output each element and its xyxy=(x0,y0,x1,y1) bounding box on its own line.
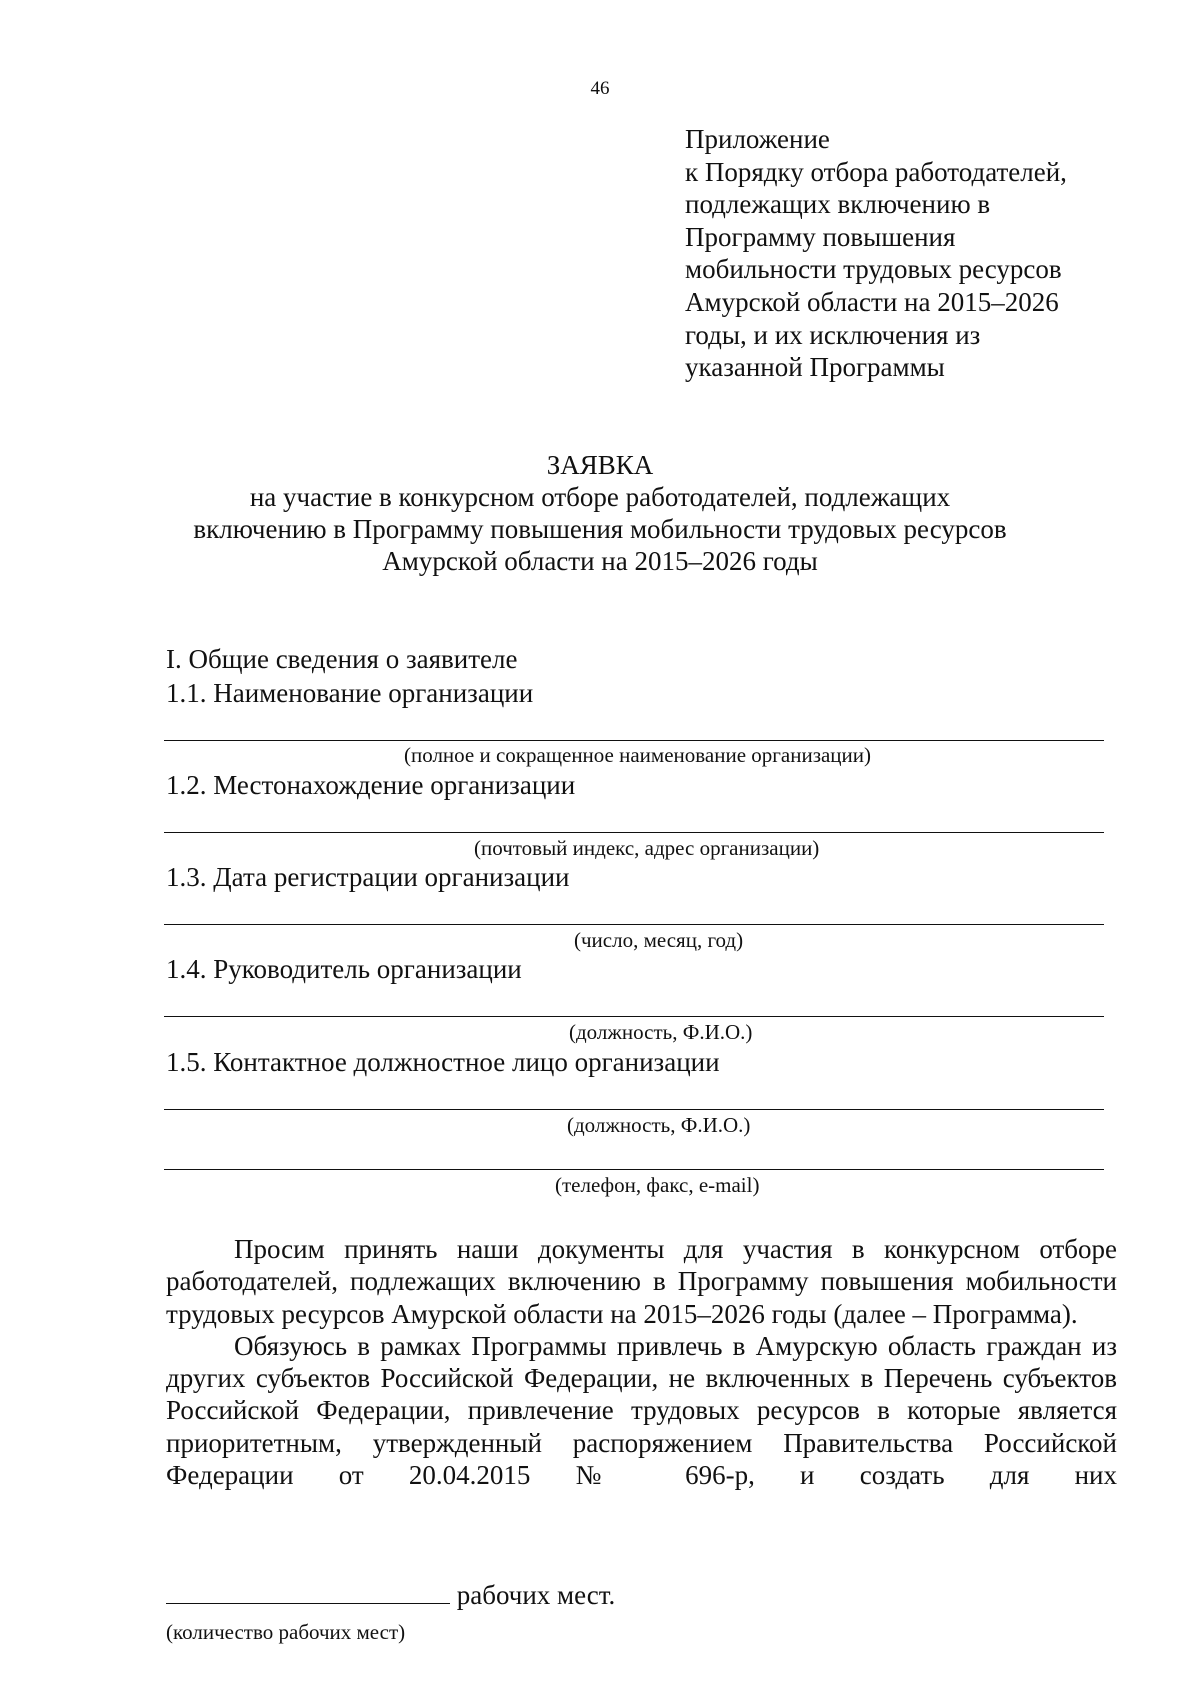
page-number: 46 xyxy=(590,78,610,99)
hint-organization-name: (полное и сокращенное наименование организации) xyxy=(404,743,872,767)
fill-line-registration-date[interactable] xyxy=(164,924,1104,925)
appendix-line: указанной Программы xyxy=(685,352,945,383)
document-title xyxy=(0,449,1200,577)
jobs-suffix: рабочих мест. xyxy=(456,1580,616,1610)
body-paragraphs xyxy=(166,1233,1117,1491)
hint-contact-person: (должность, Ф.И.О.) xyxy=(567,1113,751,1137)
field-label-director: 1.4. Руководитель организации xyxy=(166,954,522,984)
appendix-line: годы, и их исключения из xyxy=(685,319,981,350)
appendix-line: Программу повышения xyxy=(685,221,956,252)
paragraph-obligation: Обязуюсь в рамках Программы привлечь в Амурскую область граждан из других субъектов Российской Федерации, не включенных в Перечень субъектов Российской Федерации, привлечение трудовых ресурсов в которые является приоритетным, утвержденный распоряжением Правительства Российской Федерации от 20.04.2015 № 696-р, и создать для них xyxy=(166,1330,1117,1491)
appendix-line: к Порядку отбора работодателей, xyxy=(685,156,1067,187)
fill-line-contact-info[interactable] xyxy=(164,1169,1104,1170)
hint-jobs-count: (количество рабочих мест) xyxy=(166,1620,406,1644)
hint-director: (должность, Ф.И.О.) xyxy=(569,1020,753,1044)
field-label-contact-person: 1.5. Контактное должностное лицо организации xyxy=(166,1047,720,1077)
paragraph-request: Просим принять наши документы для участия в конкурсном отборе работодателей, подлежащих включению в Программу повышения мобильности трудовых ресурсов Амурской области на 2015–2026 годы (далее – Программа). xyxy=(166,1234,1117,1329)
fill-line-contact-person[interactable] xyxy=(164,1109,1104,1110)
field-label-registration-date: 1.3. Дата регистрации организации xyxy=(166,862,570,892)
jobs-count-blank[interactable] xyxy=(166,1581,450,1604)
hint-organization-location: (почтовый индекс, адрес организации) xyxy=(474,836,820,860)
fill-line-organization-location[interactable] xyxy=(164,832,1104,833)
fill-line-director[interactable] xyxy=(164,1016,1104,1017)
jobs-count-line xyxy=(166,1580,615,1611)
hint-registration-date: (число, месяц, год) xyxy=(574,928,744,952)
title-heading: ЗАЯВКА xyxy=(546,450,654,480)
section-heading: I. Общие сведения о заявителе xyxy=(166,644,518,674)
field-label-organization-location: 1.2. Местонахождение организации xyxy=(166,770,576,800)
hint-contact-info: (телефон, факс, e-mail) xyxy=(555,1173,760,1197)
appendix-line: подлежащих включению в xyxy=(685,189,991,220)
title-line: Амурской области на 2015–2026 годы xyxy=(382,546,818,576)
field-label-organization-name: 1.1. Наименование организации xyxy=(166,678,534,708)
appendix-line: Амурской области на 2015–2026 xyxy=(685,286,1059,317)
title-line: на участие в конкурсном отборе работодателей, подлежащих xyxy=(249,482,951,512)
appendix-note xyxy=(685,123,1067,384)
appendix-line: мобильности трудовых ресурсов xyxy=(685,254,1062,285)
fill-line-organization-name[interactable] xyxy=(164,740,1104,741)
appendix-line: Приложение xyxy=(685,124,830,154)
title-line: включению в Программу повышения мобильности трудовых ресурсов xyxy=(193,514,1007,544)
